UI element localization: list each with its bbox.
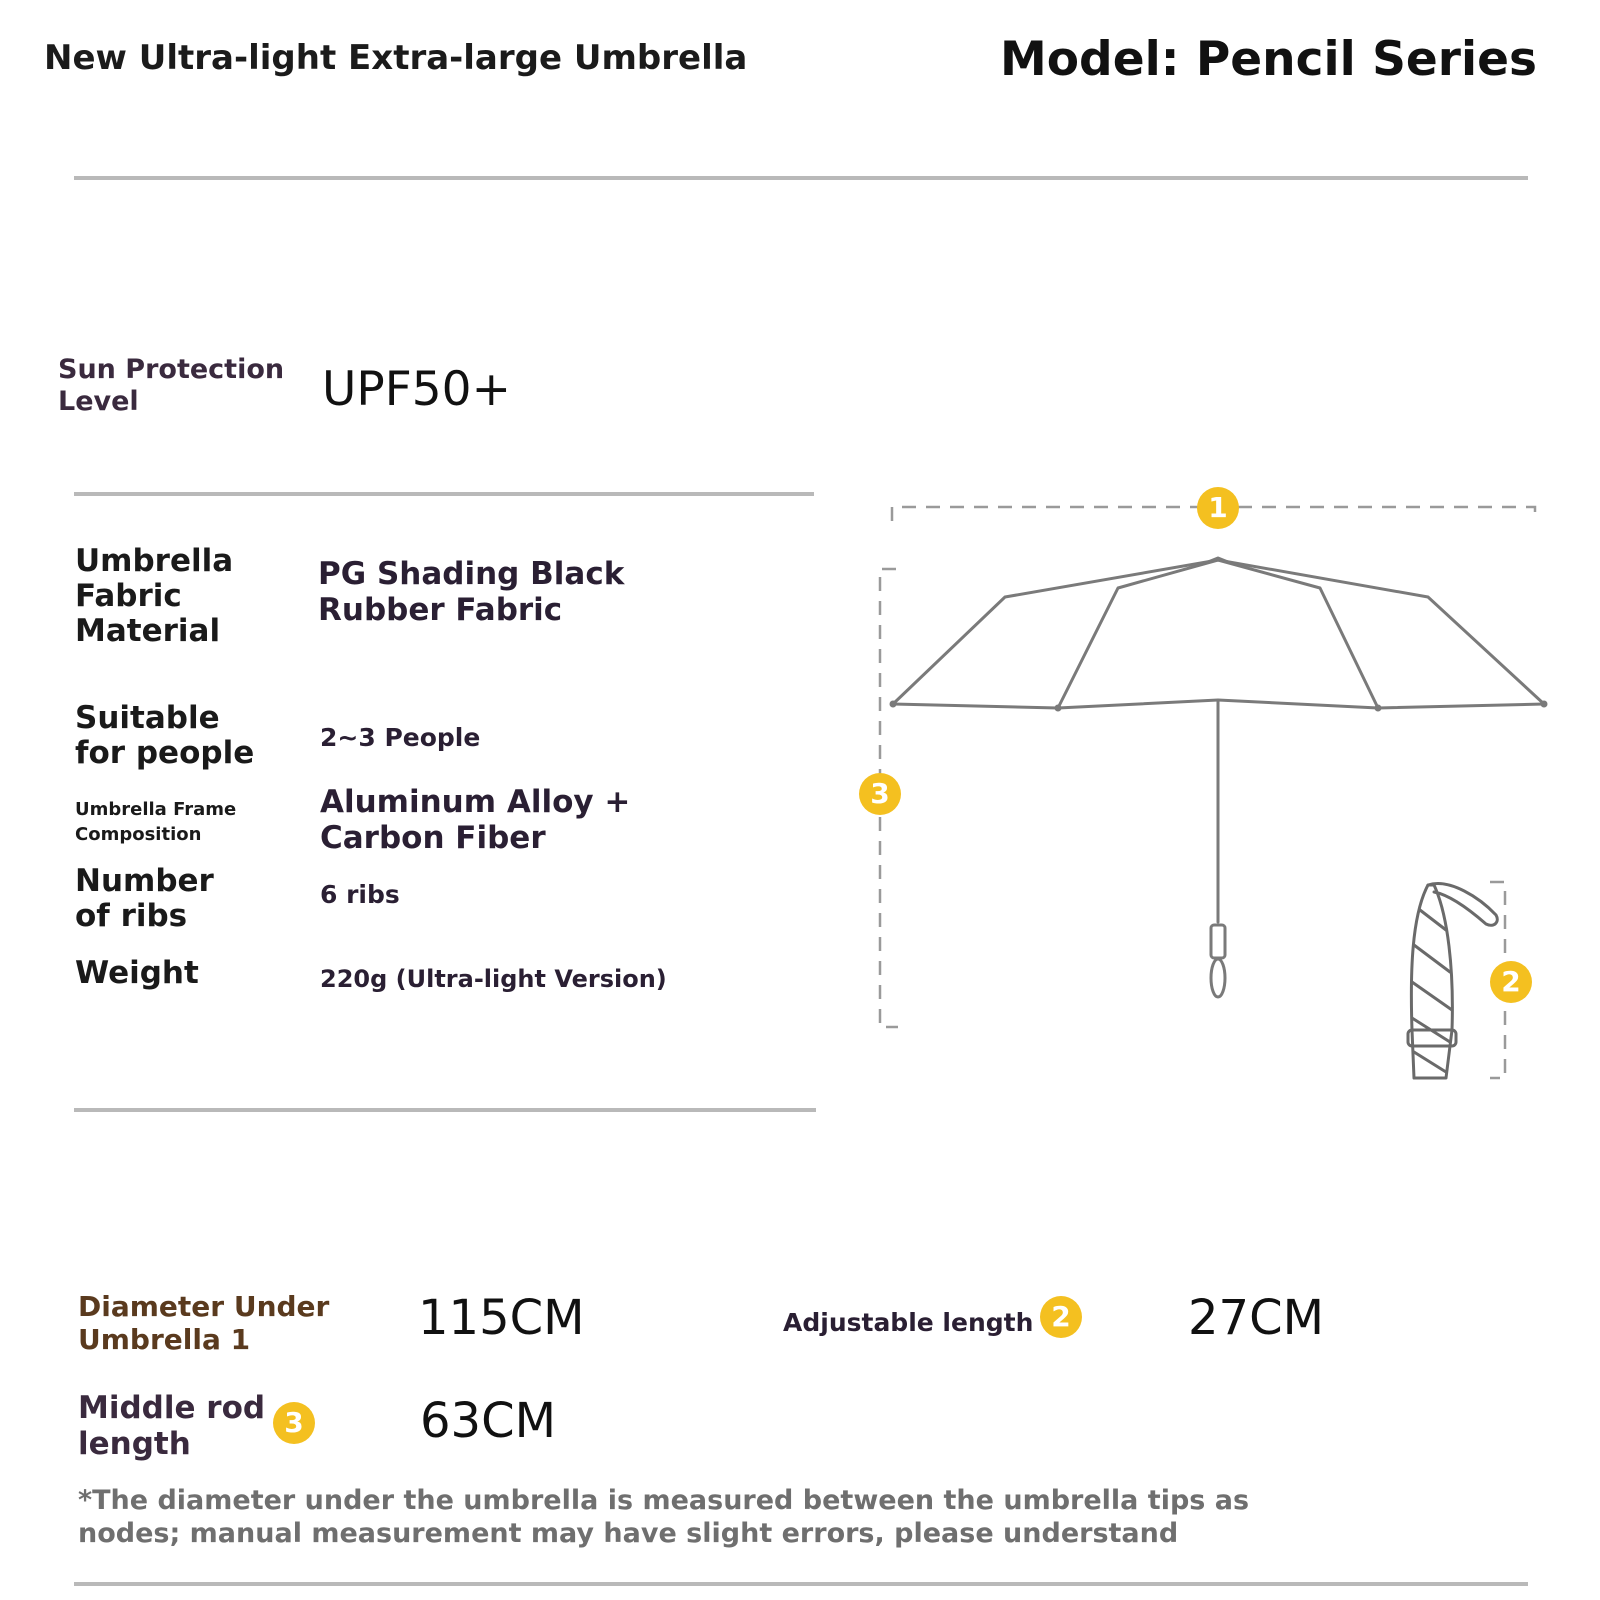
marker-1-badge: 1: [1197, 487, 1239, 529]
spec-label-weight: Weight: [75, 955, 199, 991]
spec-value-weight: 220g (Ultra-light Version): [320, 965, 667, 993]
model-title: Model: Pencil Series: [1000, 32, 1537, 87]
diameter-value: 115CM: [418, 1290, 585, 1346]
divider-bottom: [74, 1582, 1528, 1586]
spec-label-ribs: Number of ribs: [75, 863, 214, 934]
divider-specs-bottom: [74, 1108, 816, 1112]
adjustable-length-value: 27CM: [1188, 1290, 1325, 1346]
spec-label-frame: Umbrella Frame Composition: [75, 799, 237, 845]
divider-top: [74, 176, 1528, 180]
spec-label-fabric: Umbrella Fabric Material: [75, 543, 234, 649]
diameter-label: Diameter Under Umbrella 1: [78, 1290, 330, 1356]
marker-2-badge: 2: [1490, 961, 1532, 1003]
adjustable-length-label: Adjustable length: [783, 1308, 1034, 1337]
middle-rod-value: 63CM: [420, 1393, 557, 1449]
spec-value-frame: Aluminum Alloy + Carbon Fiber: [320, 784, 631, 856]
spec-value-fabric: PG Shading Black Rubber Fabric: [318, 556, 625, 628]
spec-label-people: Suitable for people: [75, 700, 255, 771]
sun-protection-label: Sun Protection Level: [58, 354, 285, 417]
spec-value-people: 2~3 People: [320, 723, 481, 752]
marker-3-badge: 3: [859, 773, 901, 815]
folded-umbrella-icon: [1408, 884, 1497, 1078]
marker-2-inline-badge: 2: [1040, 1296, 1082, 1338]
sun-protection-value: UPF50+: [322, 362, 511, 417]
spec-value-ribs: 6 ribs: [320, 880, 400, 909]
divider-specs-top: [74, 492, 814, 496]
measurement-note: *The diameter under the umbrella is measured between the umbrella tips as nodes; manual measurement may have slight errors, please understand: [78, 1485, 1250, 1549]
umbrella-diagram: [850, 480, 1570, 1100]
product-title: New Ultra-light Extra-large Umbrella: [44, 38, 748, 78]
marker-3-inline-badge: 3: [273, 1402, 315, 1444]
middle-rod-label: Middle rod length: [78, 1390, 266, 1462]
